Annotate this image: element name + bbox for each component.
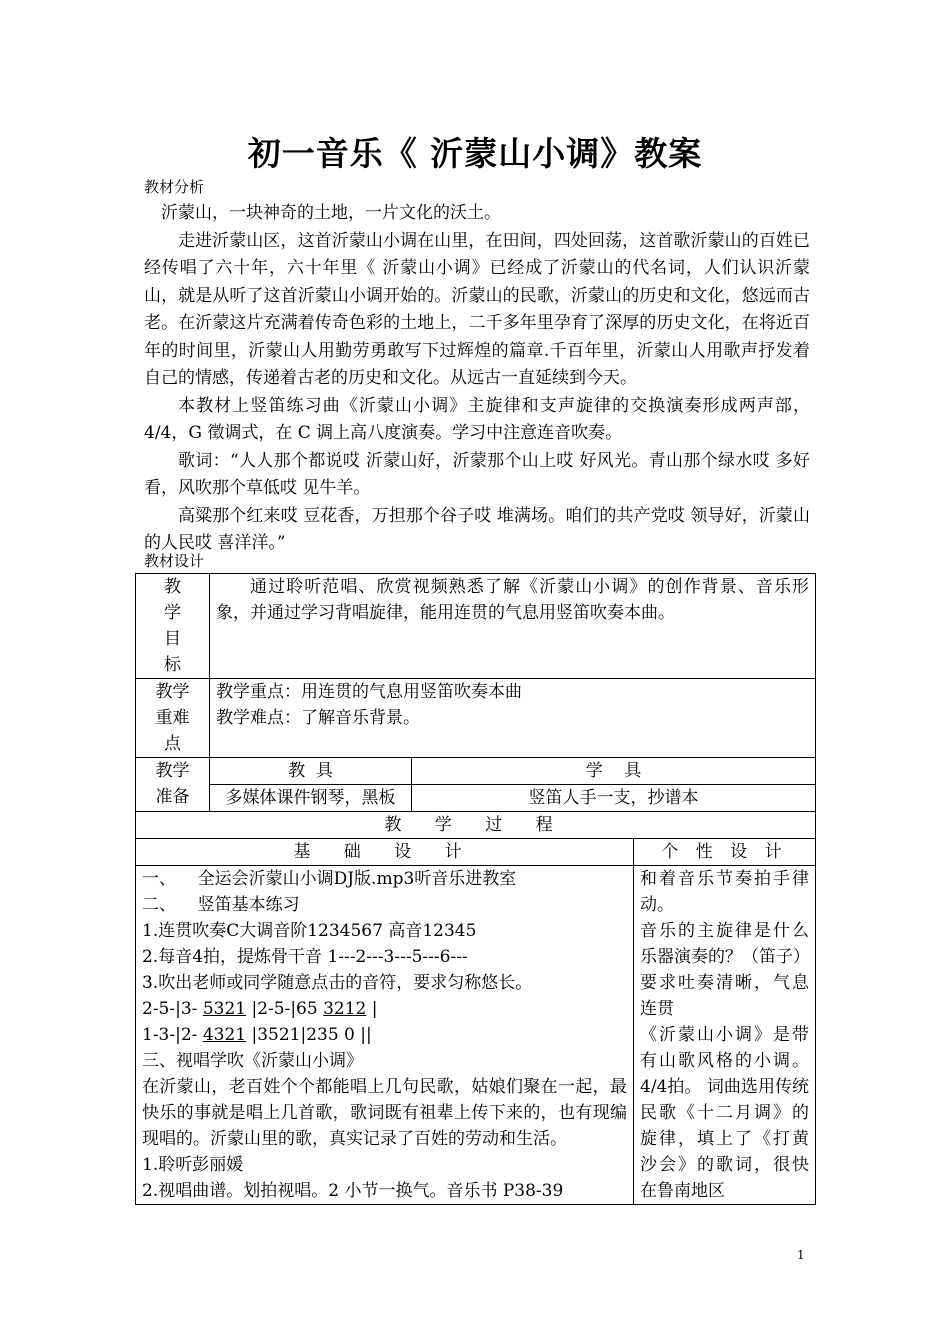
process-step: 一、 全运会沂蒙山小调DJ版.mp3听音乐进教室 (142, 869, 517, 889)
keypoint-row (136, 679, 816, 758)
analysis-paragraph: 沂蒙山，一块神奇的土地，一片文化的沃土。 (161, 203, 501, 223)
process-header-row (136, 812, 816, 839)
notation-line: 1-3-|2- 4321 |3521|235 0 || (142, 1025, 372, 1045)
background-story: 在沂蒙山，老百姓个个都能唱上几句民歌，姑娘们聚在一起，最快乐的事就是唱上几首歌，歌词既有祖辈上传下来的，也有现编现唱的。沂蒙山里的歌，真实记录了百姓的劳动和生活。 (142, 1077, 627, 1149)
goal-row (136, 574, 816, 679)
design-label: 教材设计 (144, 552, 205, 570)
analysis-paragraph: 高粱那个红来哎 豆花香，万担那个谷子哎 堆满场。咱们的共产党哎 领导好，沂蒙山的人民哎 喜洋洋。” (144, 505, 810, 553)
process-step: 二、 竖笛基本练习 (142, 895, 300, 915)
personal-design-cell (634, 866, 816, 1205)
teacher-tools: 多媒体课件钢琴，黑板 (210, 785, 412, 812)
personal-design-header: 个 性 设 计 (634, 839, 816, 866)
goal-label: 教 学 目 标 (136, 574, 210, 679)
process-step: 三、视唱学吹《沂蒙山小调》 (142, 1051, 363, 1071)
teaching-difficulty: 教学难点：了解音乐背景。 (216, 708, 420, 728)
personal-note: 要求吐奏清晰，气息连贯 (640, 973, 810, 1019)
lesson-plan-table (135, 573, 816, 1205)
keypoint-cell (210, 679, 816, 758)
process-content-row (136, 866, 816, 1205)
prep-header-row (136, 758, 816, 785)
analysis-paragraph: 歌词：“人人那个都说哎 沂蒙山好，沂蒙那个山上哎 好风光。青山那个绿水哎 多好看，风吹那个草低哎 见牛羊。 (144, 450, 810, 498)
exercise-item: 1.连贯吹奏C大调音阶1234567 高音12345 (142, 921, 477, 941)
prep-value-row (136, 785, 816, 812)
keypoint-label: 教学 重难 点 (136, 679, 210, 758)
sub-step: 1.聆听彭丽媛 (142, 1155, 244, 1175)
analysis-label: 教材分析 (144, 178, 205, 196)
student-tools: 竖笛人手一支，抄谱本 (412, 785, 816, 812)
prep-label: 教学 准备 (136, 758, 210, 812)
goal-text: 通过聆听范唱、欣赏视频熟悉了解《沂蒙山小调》的创作背景、音乐形象，并通过学习背唱旋律，能用连贯的气息用竖笛吹奏本曲。 (210, 574, 816, 679)
teacher-tools-header: 教 具 (210, 758, 412, 785)
analysis-paragraph: 走进沂蒙山区，这首沂蒙山小调在山里，在田间，四处回荡，这首歌沂蒙山的百姓已经传唱了六十年，六十年里《 沂蒙山小调》已经成了沂蒙山的代名词，人们认识沂蒙山，就是从听了这首沂蒙山小调开始的。沂蒙山的民歌，沂蒙山的历史和文化，悠远而古老。在沂蒙这片充满着传奇色彩的土地上，二千多年里孕育了深厚的历史文化，在将近百年的时间里，沂蒙山人用勤劳勇敢写下过辉煌的篇章.千百年里，沂蒙山人用歌声抒发着自己的情感，传递着古老的历史和文化。从远古一直延续到今天。 (144, 230, 810, 388)
basic-design-header: 基 础 设 计 (136, 839, 634, 866)
personal-note: 和着音乐节奏拍手律动。 (640, 869, 810, 915)
personal-note: 音乐的主旋律是什么乐器演奏的？（笛子） (640, 921, 810, 967)
process-header: 教 学 过 程 (136, 812, 816, 839)
analysis-body (144, 200, 810, 558)
student-tools-header: 学 具 (412, 758, 816, 785)
exercise-item: 2.每音4拍，提炼骨干音 1---2---3---5---6--- (142, 947, 468, 967)
exercise-item: 3.吹出老师或同学随意点击的音符，要求匀称悠长。 (142, 973, 533, 993)
page-number: 1 (797, 1248, 805, 1262)
basic-design-cell (136, 866, 634, 1205)
design-columns-row (136, 839, 816, 866)
page-title: 初一音乐《 沂蒙山小调》教案 (247, 134, 703, 173)
notation-line: 2-5-|3- 5321 |2-5-|65 3212 | (142, 999, 378, 1019)
teaching-keypoint: 教学重点：用连贯的气息用竖笛吹奏本曲 (216, 682, 522, 702)
sub-step: 2.视唱曲谱。划拍视唱。2 小节一换气。音乐书 P38-39 (142, 1181, 564, 1201)
analysis-paragraph: 本教材上竖笛练习曲《沂蒙山小调》主旋律和支声旋律的交换演奏形成两声部， 4/4，G 徵调式，在 C 调上高八度演奏。学习中注意连音吹奏。 (144, 395, 810, 443)
personal-note: 《沂蒙山小调》是带有山歌风格的小调。4/4拍。 词曲选用传统民歌《十二月调》的旋律，填上了《打黄沙会》的歌词，很快在鲁南地区 (640, 1025, 810, 1201)
